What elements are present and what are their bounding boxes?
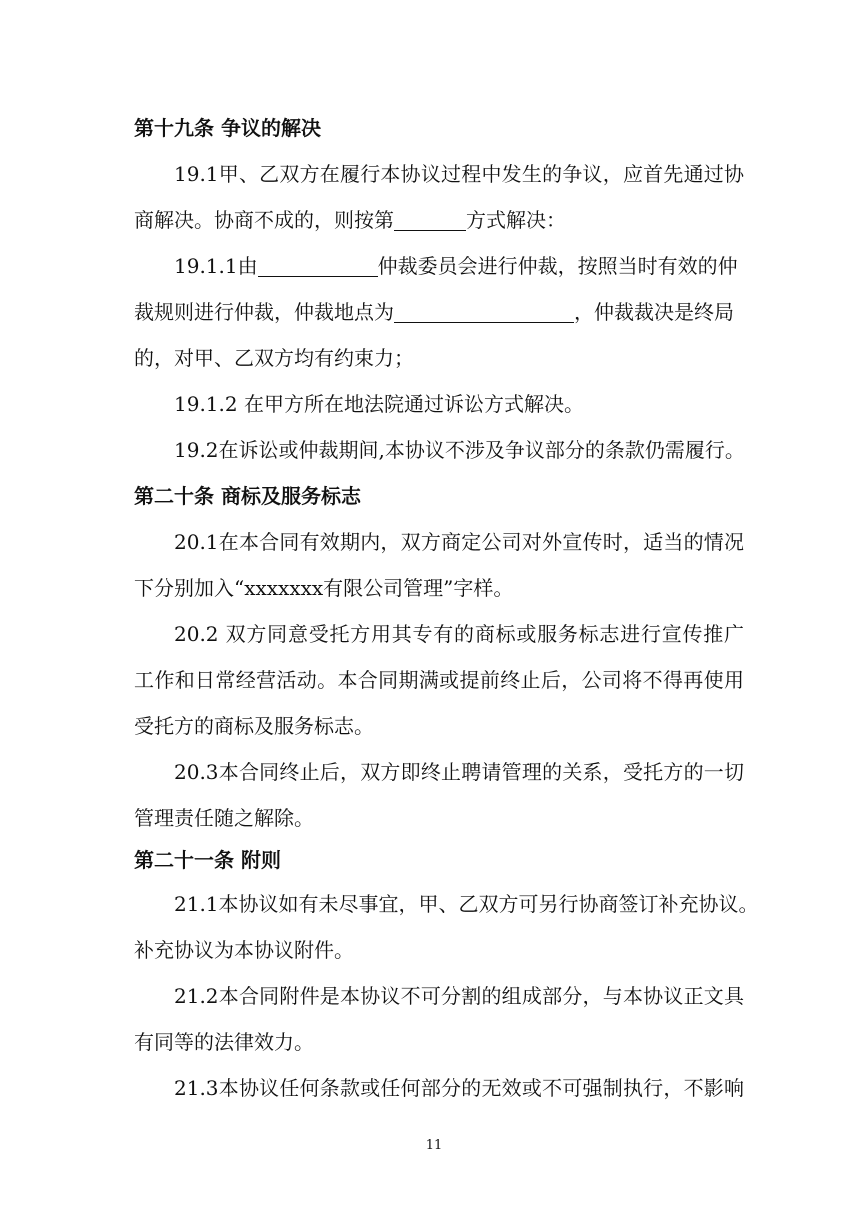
paragraph-line: 裁规则进行仲裁，仲裁地点为 ，仲裁裁决是终局 <box>134 300 734 324</box>
paragraph-line: 的，对甲、乙双方均有约束力； <box>134 346 414 370</box>
paragraph-line: 20.1在本合同有效期内，双方商定公司对外宣传时，适当的情况 <box>174 530 744 554</box>
section-heading-21: 第二十一条 附则 <box>134 848 281 872</box>
page-number: 11 <box>425 1138 443 1153</box>
paragraph-line: 20.3本合同终止后，双方即终止聘请管理的关系，受托方的一切 <box>174 760 744 784</box>
paragraph-line: 管理责任随之解除。 <box>134 806 314 830</box>
paragraph-line: 商解决。协商不成的，则按第 方式解决： <box>134 208 566 232</box>
paragraph-line: 补充协议为本协议附件。 <box>134 938 354 962</box>
paragraph-line: 21.2本合同附件是本协议不可分割的组成部分，与本协议正文具 <box>174 984 744 1008</box>
paragraph-line: 20.2 双方同意受托方用其专有的商标或服务标志进行宣传推广 <box>174 622 744 646</box>
section-heading-20: 第二十条 商标及服务标志 <box>134 484 361 508</box>
paragraph-line: 19.1甲、乙双方在履行本协议过程中发生的争议，应首先通过协 <box>174 162 744 186</box>
paragraph-line: 21.1本协议如有未尽事宜，甲、乙双方可另行协商签订补充协议。 <box>174 892 759 916</box>
paragraph-line: 下分别加入“xxxxxxx有限公司管理”字样。 <box>134 576 514 600</box>
fill-in-blank <box>258 252 378 277</box>
paragraph-line: 受托方的商标及服务标志。 <box>134 714 374 738</box>
fill-in-blank <box>394 206 466 231</box>
paragraph-line: 21.3本协议任何条款或任何部分的无效或不可强制执行，不影响 <box>174 1076 744 1100</box>
paragraph-line: 19.2在诉讼或仲裁期间,本协议不涉及争议部分的条款仍需履行。 <box>174 438 745 462</box>
fill-in-blank <box>394 298 574 323</box>
paragraph-line: 19.1.1由 仲裁委员会进行仲裁，按照当时有效的仲 <box>174 254 738 278</box>
section-heading-19: 第十九条 争议的解决 <box>134 116 321 140</box>
paragraph-line: 19.1.2 在甲方所在地法院通过诉讼方式解决。 <box>174 392 584 416</box>
paragraph-line: 有同等的法律效力。 <box>134 1030 314 1054</box>
paragraph-line: 工作和日常经营活动。本合同期满或提前终止后，公司将不得再使用 <box>134 668 744 692</box>
